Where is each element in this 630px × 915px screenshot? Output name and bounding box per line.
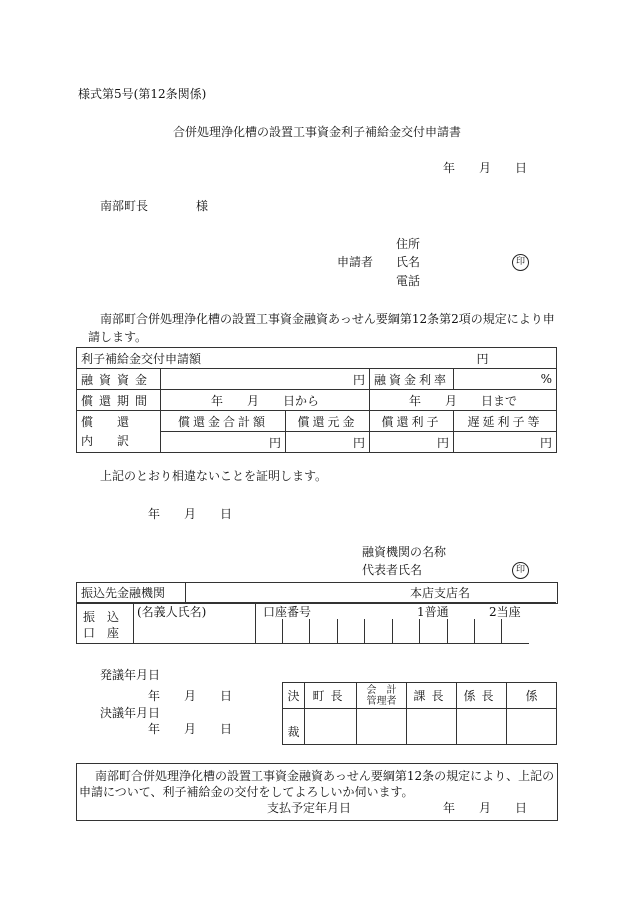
transfer-bank-row [76, 582, 558, 604]
submission-date: 年 月 日 [443, 161, 528, 175]
bank-rep-label: 代表者氏名 [362, 563, 423, 577]
footer-box [76, 763, 558, 821]
certify-text: 上記のとおり相違ないことを証明します。 [100, 469, 328, 483]
breakdown-label [77, 411, 161, 453]
payment-date-label: 支払予定年月日 [267, 801, 352, 815]
digit-cell-divider [337, 619, 338, 643]
apply-amount-row [77, 348, 557, 369]
section-chief-stamp-cell [407, 709, 457, 745]
divider [133, 603, 134, 643]
digit-cell-divider [447, 619, 448, 643]
application-table [76, 347, 557, 453]
subsection-chief-stamp-cell [457, 709, 507, 745]
body-text-line-2: 請します。 [88, 330, 148, 344]
decision-date: 年 月 日 [148, 722, 233, 736]
kessai-bottom: 裁 [283, 709, 305, 745]
total-yen: 円 [161, 432, 286, 453]
digit-cell-divider [501, 619, 502, 643]
proposal-date: 年 月 日 [148, 689, 233, 703]
mayor-stamp-cell [305, 709, 357, 745]
account-label-line-2: 口 座 [83, 626, 120, 640]
interest-yen: 円 [370, 432, 454, 453]
transfer-account-row [76, 602, 529, 644]
period-from: 年 月 日から [161, 390, 370, 411]
apply-amount-yen: 円 [476, 351, 489, 366]
account-type-ordinary: 1普通 [417, 605, 449, 619]
account-label-line-1: 振 込 [83, 610, 120, 624]
certify-date: 年 月 日 [148, 507, 233, 521]
accounting-stamp-cell [357, 709, 407, 745]
footer-text-line-2: 申請について、利子補給金の交付をしてよろしいか伺います。 [79, 785, 414, 799]
period-label: 償還期間 [77, 390, 161, 411]
breakdown-label-line-2: 内 訳 [81, 433, 130, 448]
period-to: 年 月 日まで [370, 390, 557, 411]
bank-seal-mark: 印 [512, 562, 529, 579]
digit-cell-divider [364, 619, 365, 643]
holder-label: (名義人氏名) [137, 605, 207, 619]
page-title: 合併処理浄化槽の設置工事資金利子補給金交付申請書 [173, 125, 462, 139]
accounting-manager-label [357, 683, 407, 709]
applicant-seal-mark: 印 [512, 254, 529, 271]
applicant-label: 申請者 [337, 255, 374, 269]
footer-text-line-1: 南部町合併処理浄化槽の設置工事資金融資あっせん要綱第12条の規定により、上記の [95, 769, 555, 783]
body-text-line-1: 南部町合併処理浄化槽の設置工事資金融資あっせん要綱第12条第2項の規定により申 [100, 312, 555, 326]
addressee: 南部町長 様 [100, 199, 209, 213]
transfer-bank-label: 振込先金融機関 [81, 586, 166, 600]
digit-cell-divider [309, 619, 310, 643]
loan-amount-yen: 円 [161, 369, 370, 390]
kessai-top: 決 [283, 683, 305, 709]
accounting-label-line-2: 管理者 [366, 695, 397, 707]
interest-label: 償還利子 [370, 411, 454, 432]
loan-amount-label: 融資資金 [77, 369, 161, 390]
branch-label: 本店支店名 [410, 586, 471, 600]
late-yen: 円 [454, 432, 557, 453]
proposal-date-label: 発議年月日 [100, 668, 161, 682]
loan-rate-label: 融資金利率 [370, 369, 454, 390]
digit-cell-divider [419, 619, 420, 643]
digit-cell-divider [392, 619, 393, 643]
principal-yen: 円 [286, 432, 370, 453]
late-label: 遅延利子等 [454, 411, 557, 432]
form-number: 様式第5号(第12条関係) [78, 87, 207, 101]
mayor-label: 町長 [305, 683, 357, 709]
applicant-address-label: 住所 [396, 237, 421, 251]
applicant-phone-label: 電話 [396, 274, 421, 288]
decision-date-label: 決議年月日 [100, 706, 161, 720]
breakdown-label-line-1: 償 還 [81, 414, 130, 429]
divider [255, 603, 256, 643]
divider [185, 583, 186, 603]
digit-cell-divider [282, 619, 283, 643]
digit-cell-divider [474, 619, 475, 643]
account-row-cap [528, 602, 556, 643]
account-number-label: 口座番号 [263, 605, 312, 619]
principal-label: 償還元金 [286, 411, 370, 432]
bank-name-label: 融資機関の名称 [362, 545, 447, 559]
applicant-name-label: 氏名 [396, 255, 421, 269]
account-type-current: 2当座 [489, 605, 521, 619]
subsection-chief-label: 係長 [457, 683, 507, 709]
payment-date: 年 月 日 [443, 801, 528, 815]
apply-amount-label: 利子補給金交付申請額 [81, 351, 202, 366]
accounting-label-line-1: 会 計 [366, 684, 397, 696]
total-label: 償還金合計額 [161, 411, 286, 432]
section-chief-label: 課長 [407, 683, 457, 709]
staff-stamp-cell [507, 709, 557, 745]
approval-table [282, 682, 557, 745]
staff-label: 係 [507, 683, 557, 709]
loan-rate-percent: % [454, 369, 557, 390]
